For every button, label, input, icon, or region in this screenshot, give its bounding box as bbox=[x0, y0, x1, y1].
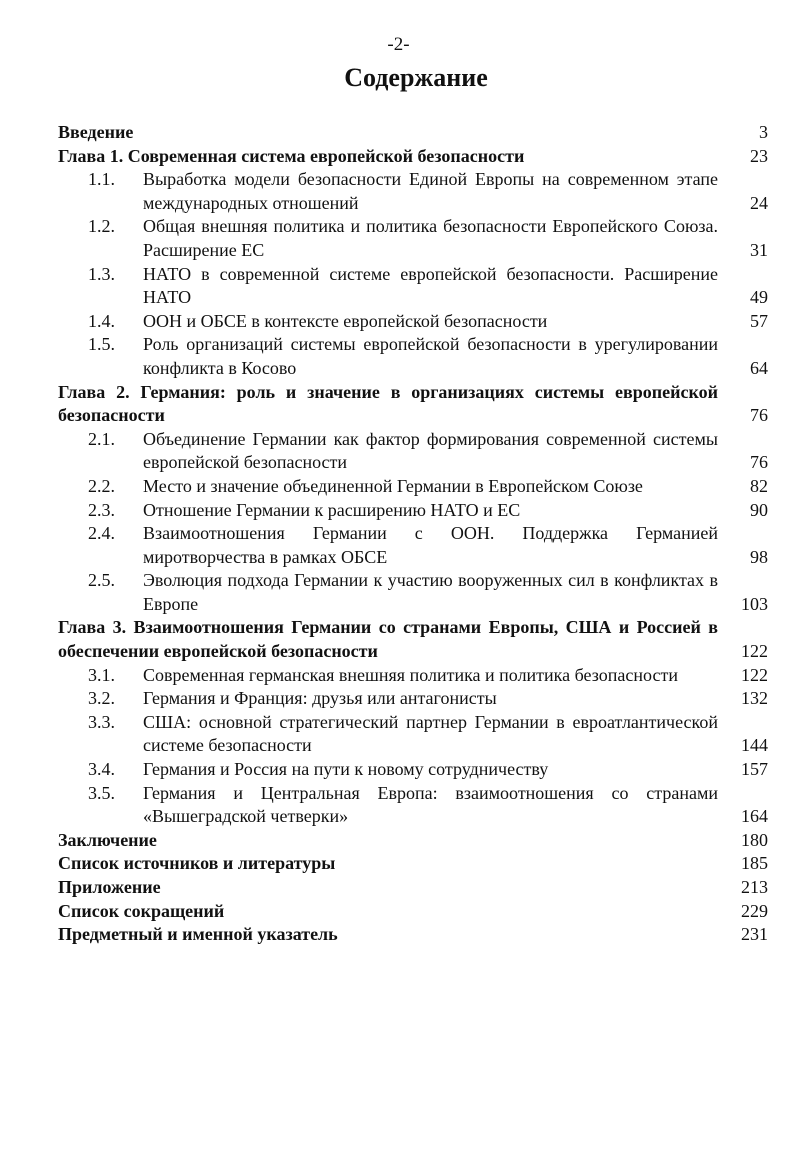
toc-entry-page: 229 bbox=[741, 900, 768, 921]
toc-entry-page: 82 bbox=[750, 475, 768, 496]
toc-chapter-entry bbox=[58, 852, 768, 876]
toc-entry-number: 3.2. bbox=[88, 688, 115, 709]
toc-entry-title: Введение bbox=[58, 122, 134, 142]
page-title: Содержание bbox=[344, 63, 488, 92]
toc-section-entry bbox=[58, 758, 768, 782]
toc-entry-page: 103 bbox=[741, 593, 768, 614]
toc-entry-title: Эволюция подхода Германии к участию вооруженных сил в конфликтах в Европе bbox=[143, 570, 718, 614]
toc-section-entry bbox=[58, 499, 768, 523]
toc-entry-title: Германия и Россия на пути к новому сотрудничеству bbox=[143, 759, 549, 780]
toc-section-entry bbox=[58, 782, 768, 829]
toc-section-entry bbox=[58, 215, 768, 262]
toc-entry-page: 49 bbox=[750, 287, 768, 308]
toc-chapter-entry bbox=[58, 381, 768, 428]
toc-entry-number: 2.2. bbox=[88, 475, 115, 496]
toc-entry-number: 2.4. bbox=[88, 523, 115, 544]
toc-section-entry bbox=[58, 687, 768, 711]
toc-section-entry bbox=[58, 428, 768, 475]
toc-entry-title: Глава 3. Взаимоотношения Германии со странами Европы, США и Россией в обеспечении европейской безопасности bbox=[58, 617, 718, 662]
toc-entry-number: 3.5. bbox=[88, 782, 115, 803]
table-of-contents bbox=[58, 121, 768, 947]
toc-entry-title: Предметный и именной указатель bbox=[58, 924, 338, 945]
toc-section-entry bbox=[58, 711, 768, 758]
toc-entry-page: 76 bbox=[750, 452, 768, 473]
toc-entry-page: 213 bbox=[741, 877, 768, 897]
toc-entry-number: 3.1. bbox=[88, 664, 115, 685]
toc-chapter-entry bbox=[58, 616, 768, 663]
toc-entry-title: Заключение bbox=[58, 829, 157, 850]
toc-entry-page: 98 bbox=[750, 546, 768, 567]
toc-entry-title: Общая внешняя политика и политика безопасности Европейского Союза. Расширение ЕС bbox=[143, 216, 718, 260]
toc-chapter-entry bbox=[58, 876, 768, 900]
toc-entry-number: 2.3. bbox=[88, 499, 115, 520]
toc-section-entry bbox=[58, 664, 768, 688]
toc-chapter-entry bbox=[58, 900, 768, 924]
toc-entry-number: 2.1. bbox=[88, 428, 115, 449]
toc-entry-title: Германия и Центральная Европа: взаимоотношения со странами «Вышеградской четверки» bbox=[143, 782, 718, 827]
toc-entry-page: 157 bbox=[741, 759, 768, 780]
toc-chapter-entry bbox=[58, 121, 768, 145]
toc-entry-page: 24 bbox=[750, 192, 768, 213]
toc-entry-title: Выработка модели безопасности Единой Европы на современном этапе международных отношений bbox=[143, 169, 718, 213]
toc-entry-page: 90 bbox=[750, 499, 768, 520]
toc-entry-title: Германия и Франция: друзья или антагонисты bbox=[143, 688, 497, 709]
toc-entry-page: 57 bbox=[750, 310, 768, 331]
toc-entry-number: 1.4. bbox=[88, 310, 115, 331]
toc-entry-page: 76 bbox=[750, 405, 768, 426]
toc-entry-page: 185 bbox=[741, 853, 768, 874]
toc-entry-page: 180 bbox=[741, 829, 768, 850]
toc-entry-number: 2.5. bbox=[88, 570, 115, 591]
toc-section-entry bbox=[58, 333, 768, 380]
toc-section-entry bbox=[58, 263, 768, 310]
toc-section-entry bbox=[58, 475, 768, 499]
toc-entry-number: 1.1. bbox=[88, 169, 115, 190]
toc-entry-number: 1.2. bbox=[88, 216, 115, 237]
toc-chapter-entry bbox=[58, 923, 768, 947]
toc-entry-title: Список источников и литературы bbox=[58, 853, 336, 874]
toc-entry-title: Глава 1. Современная система европейской безопасности bbox=[58, 145, 525, 166]
toc-entry-number: 3.4. bbox=[88, 759, 115, 780]
toc-entry-page: 64 bbox=[750, 357, 768, 378]
toc-section-entry bbox=[58, 310, 768, 334]
toc-entry-page: 31 bbox=[750, 239, 768, 260]
toc-entry-title: Современная германская внешняя политика и политика безопасности bbox=[143, 664, 678, 685]
toc-entry-title: США: основной стратегический партнер Германии в евроатлантической системе безопасности bbox=[143, 711, 718, 756]
toc-section-entry bbox=[58, 168, 768, 215]
toc-entry-title: Место и значение объединенной Германии в Европейском Союзе bbox=[143, 475, 643, 496]
toc-entry-title: Приложение bbox=[58, 877, 161, 897]
toc-entry-title: НАТО в современной системе европейской безопасности. Расширение НАТО bbox=[143, 263, 718, 308]
toc-entry-page: 3 bbox=[759, 122, 768, 142]
toc-entry-title: Объединение Германии как фактор формирования современной системы европейской безопасности bbox=[143, 428, 718, 473]
toc-entry-title: ООН и ОБСЕ в контексте европейской безопасности bbox=[143, 310, 548, 331]
toc-entry-page: 122 bbox=[741, 664, 768, 685]
toc-entry-page: 122 bbox=[741, 641, 768, 662]
toc-entry-page: 23 bbox=[750, 145, 768, 166]
page-number: -2- bbox=[387, 34, 410, 55]
toc-entry-number: 3.3. bbox=[88, 711, 115, 732]
toc-entry-title: Роль организаций системы европейской безопасности в урегулировании конфликта в Косово bbox=[143, 334, 718, 378]
toc-entry-page: 144 bbox=[741, 735, 768, 756]
toc-entry-number: 1.3. bbox=[88, 263, 115, 284]
toc-entry-title: Список сокращений bbox=[58, 900, 225, 921]
toc-chapter-entry bbox=[58, 145, 768, 169]
toc-section-entry bbox=[58, 569, 768, 616]
toc-entry-page: 132 bbox=[741, 688, 768, 709]
toc-section-entry bbox=[58, 522, 768, 569]
toc-entry-title: Взаимоотношения Германии с ООН. Поддержка Германией миротворчества в рамках ОБСЕ bbox=[143, 523, 718, 567]
toc-entry-title: Глава 2. Германия: роль и значение в организациях системы европейской безопасности bbox=[58, 381, 718, 426]
toc-chapter-entry bbox=[58, 829, 768, 853]
toc-entry-page: 164 bbox=[741, 806, 768, 827]
toc-entry-title: Отношение Германии к расширению НАТО и ЕС bbox=[143, 499, 521, 520]
toc-entry-page: 231 bbox=[741, 924, 768, 945]
toc-entry-number: 1.5. bbox=[88, 334, 115, 355]
